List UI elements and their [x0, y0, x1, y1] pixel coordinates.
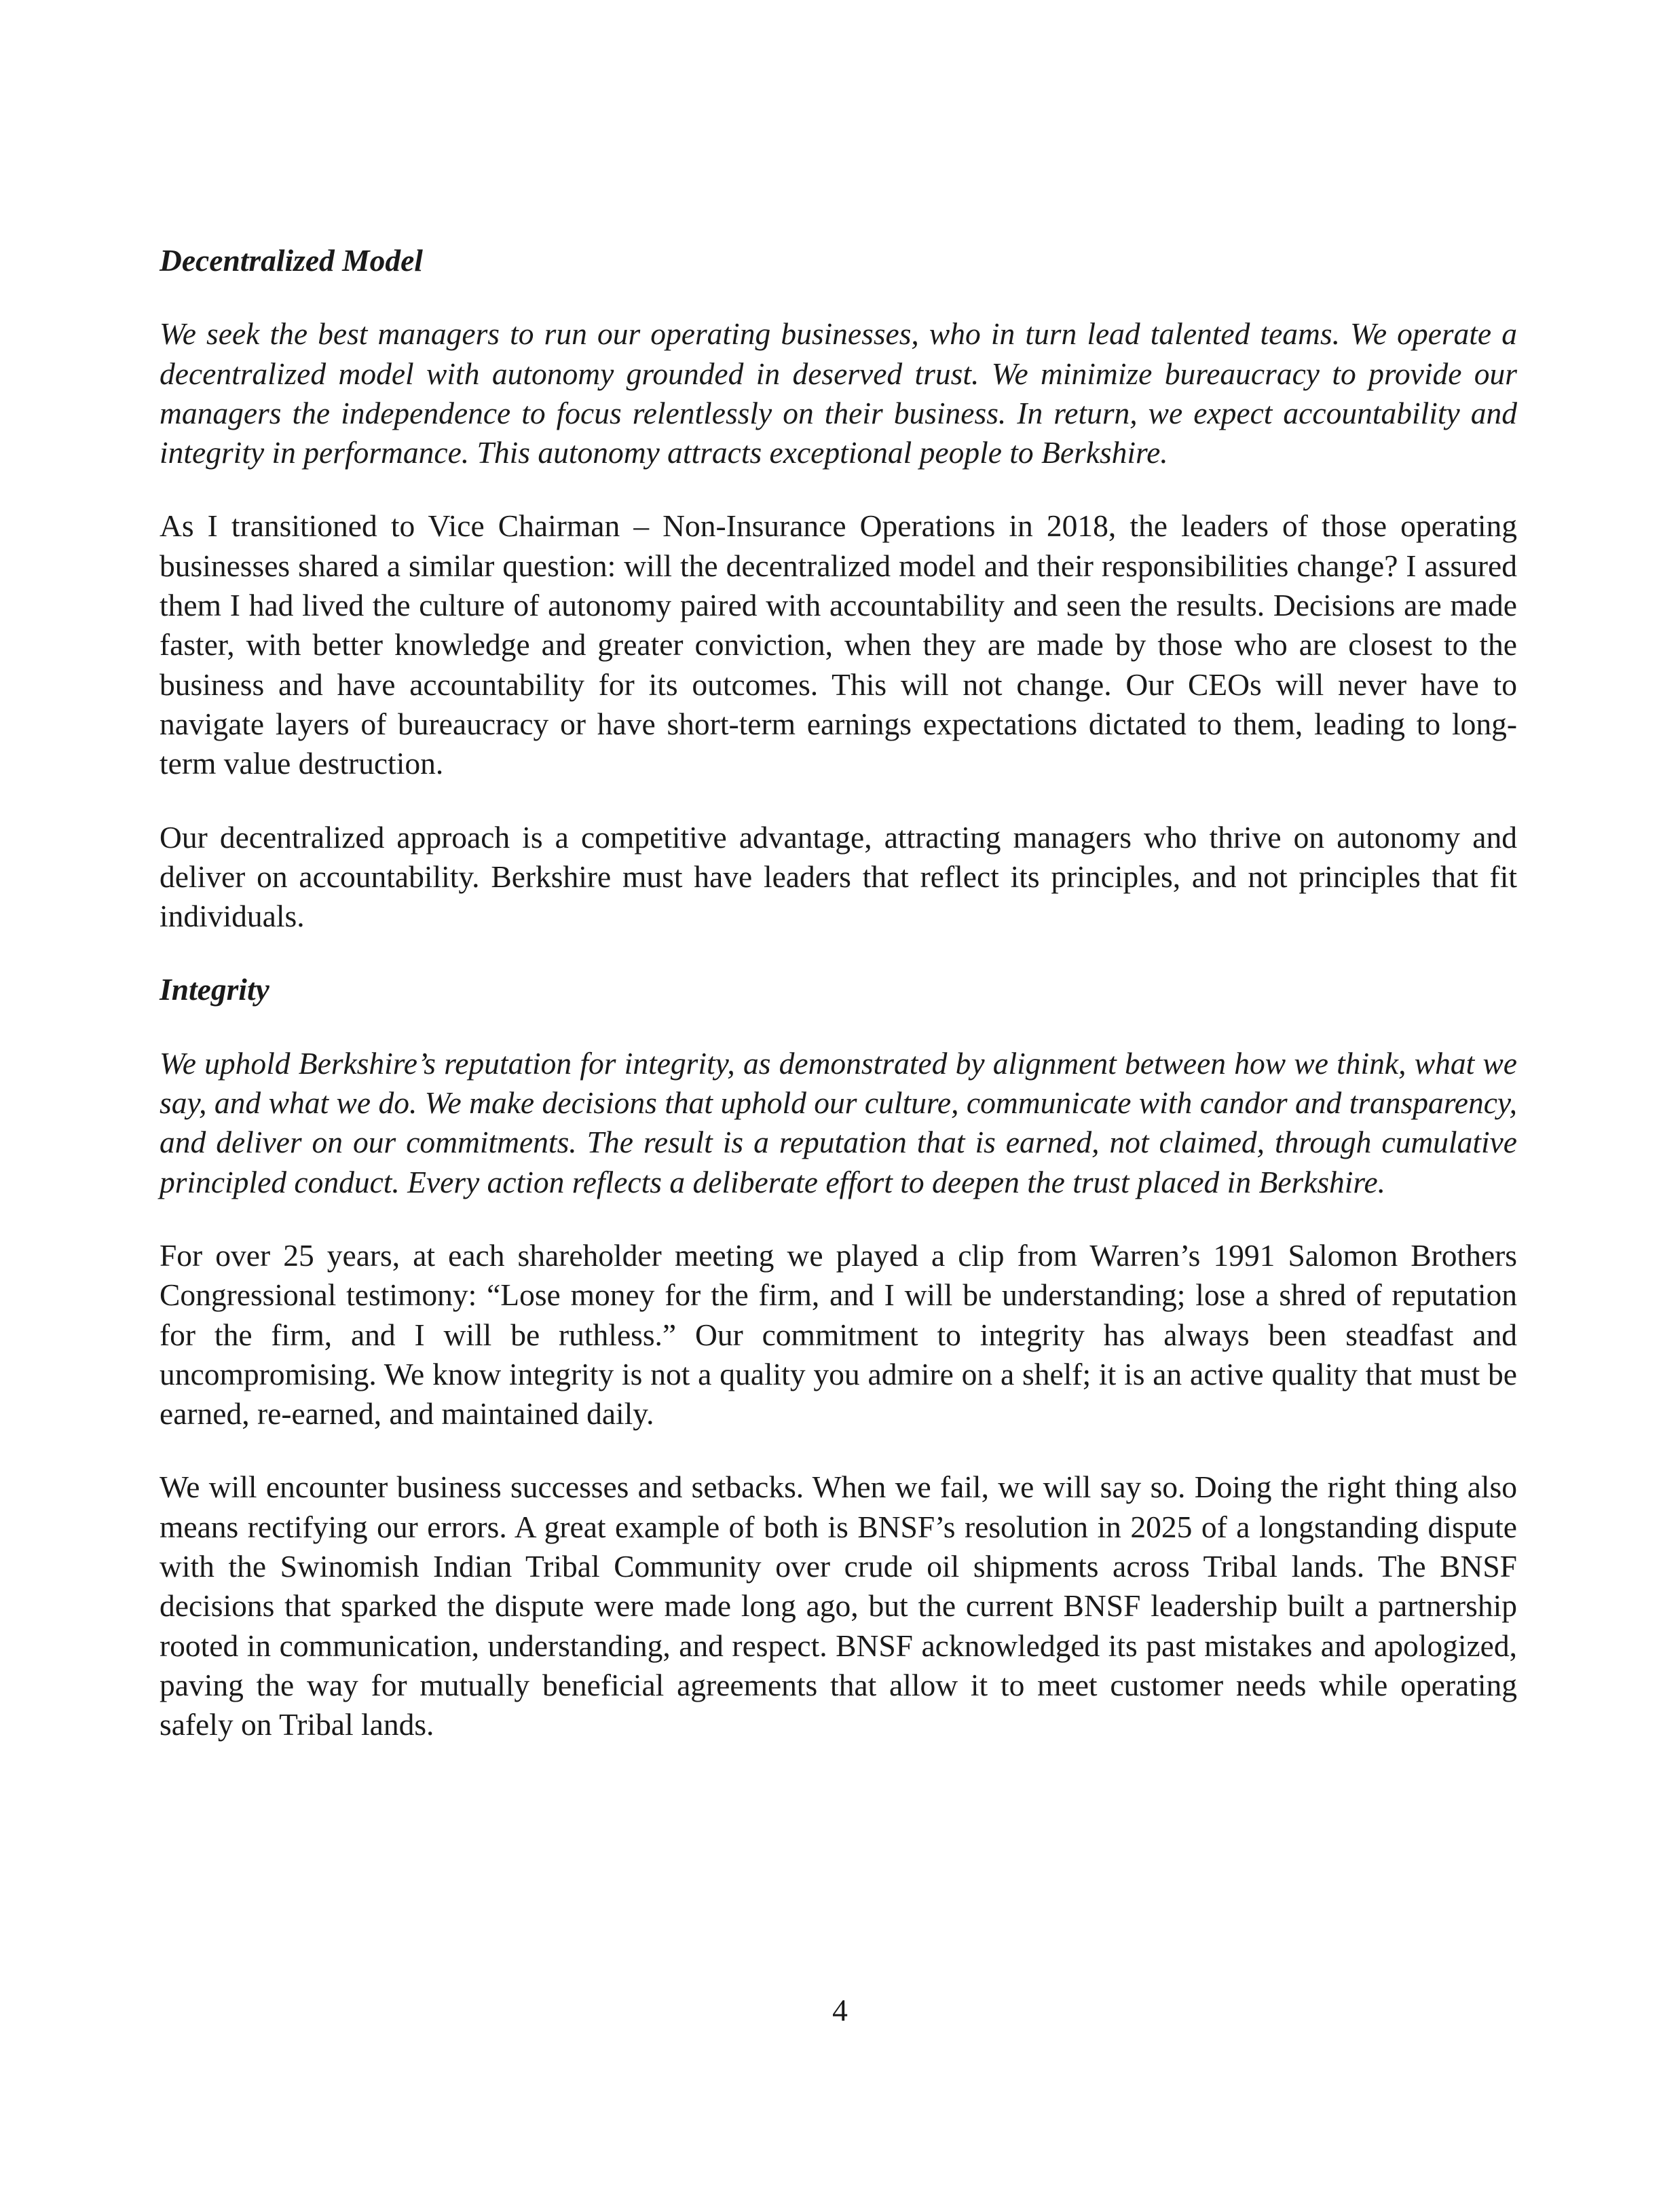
page-number: 4 [832, 1993, 848, 2027]
body-paragraph: Our decentralized approach is a competitive advantage, attracting managers who thrive on autonomy and deliver on accountability. Berkshire must have leaders that reflect its principles, and not principles that fit individuals. [160, 819, 1517, 934]
principle-statement: We uphold Berkshire’s reputation for integrity, as demonstrated by alignment between how we think, what we say, and what we do. We make decisions that uphold our culture, communicate with candor and transparency, and deliver on our commitments. The result is a reputation that is earned, not claimed, through cumulative principled conduct. Every action reflects a deliberate effort to deepen the trust placed in Berkshire. [160, 1045, 1517, 1199]
section-decentralized-model [160, 241, 1517, 936]
section-heading: Integrity [160, 972, 269, 1007]
body-paragraph: As I transitioned to Vice Chairman – Non-Insurance Operations in 2018, the leaders of those operating businesses shared a similar question: will the decentralized model and their responsibilities change? I assured them I had lived the culture of autonomy paired with accountability and seen the results. Decisions are made faster, with better knowledge and greater conviction, when they are made by those who are closest to the business and have accountability for its outcomes. This will not change. Our CEOs will never have to navigate layers of bureaucracy or have short-term earnings expectations dictated to them, leading to long-term value destruction. [160, 508, 1517, 781]
body-paragraph: For over 25 years, at each shareholder meeting we played a clip from Warren’s 1991 Salomon Brothers Congressional testimony: “Lose money for the firm, and I will be understanding; lose a shred of reputation for the firm, and I will be ruthless.” Our commitment to integrity has always been steadfast and uncompromising. We know integrity is not a quality you admire on a shelf; it is an active quality that must be earned, re-earned, and maintained daily. [160, 1237, 1517, 1432]
principle-statement: We seek the best managers to run our operating businesses, who in turn lead talented teams. We operate a decentralized model with autonomy grounded in deserved trust. We minimize bureaucracy to provide our managers the independence to focus relentlessly on their business. In return, we expect accountability and integrity in performance. This autonomy attracts exceptional people to Berkshire. [160, 316, 1517, 470]
section-integrity [160, 970, 1517, 1744]
section-heading: Decentralized Model [160, 243, 423, 278]
page-body [160, 241, 1517, 1779]
body-paragraph: We will encounter business successes and setbacks. When we fail, we will say so. Doing the right thing also means rectifying our errors. A great example of both is BNSF’s resolution in 2025 of a longstanding dispute with the Swinomish Indian Tribal Community over crude oil shipments across Tribal lands. The BNSF decisions that sparked the dispute were made long ago, but the current BNSF leadership built a partnership rooted in communication, understanding, and respect. BNSF acknowledged its past mistakes and apologized, paving the way for mutually beneficial agreements that allow it to meet customer needs while operating safely on Tribal lands. [160, 1470, 1517, 1742]
